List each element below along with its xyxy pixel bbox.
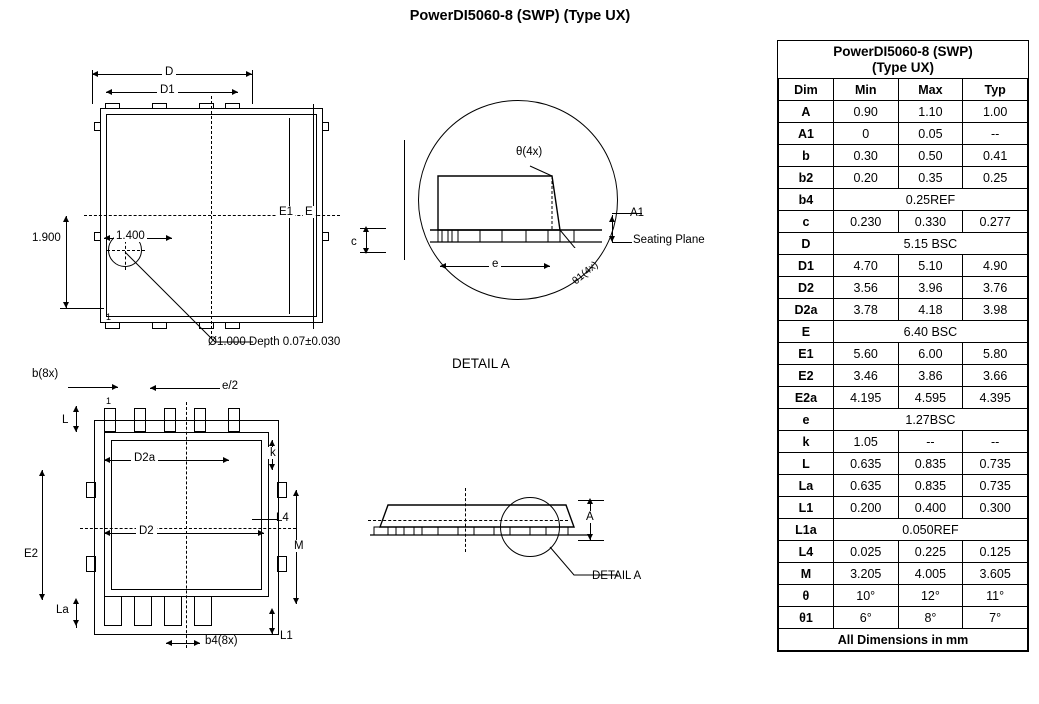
table-row	[779, 607, 1028, 629]
table-title-line2: (Type UX)	[871, 59, 934, 75]
cell-dim: b4	[779, 189, 834, 211]
cell-min: 5.60	[833, 343, 898, 365]
dimension-table	[777, 40, 1029, 652]
top-lead	[152, 103, 153, 109]
pad-bottom	[104, 596, 122, 626]
cell-dim: L4	[779, 541, 834, 563]
cell-min: 0.230	[833, 211, 898, 233]
cell-dim: b	[779, 145, 834, 167]
cell-max: 0.835	[898, 453, 963, 475]
cell-typ: --	[963, 431, 1028, 453]
dim-b8x-label: b(8x)	[32, 368, 59, 380]
side-pad	[86, 482, 96, 498]
dim-1400-label: 1.400	[116, 230, 145, 242]
side-pad	[277, 556, 287, 572]
cell-typ: 0.735	[963, 453, 1028, 475]
dim-c-arrow-down	[363, 248, 369, 254]
pin1-label-bottom: 1	[106, 396, 112, 406]
cell-min: 0.635	[833, 475, 898, 497]
table-row	[779, 453, 1028, 475]
cell-typ: 0.300	[963, 497, 1028, 519]
top-lead	[199, 103, 200, 109]
dim-D-ext	[92, 70, 93, 104]
cell-typ: 1.00	[963, 101, 1028, 123]
detail-a-callout: DETAIL A	[592, 570, 642, 582]
cell-typ: 4.90	[963, 255, 1028, 277]
top-lead	[225, 103, 226, 109]
cell-dim: e	[779, 409, 834, 431]
pad-bottom	[194, 596, 212, 626]
pad-top	[164, 408, 176, 432]
cell-typ: 3.66	[963, 365, 1028, 387]
table-row	[779, 431, 1028, 453]
table-row	[779, 145, 1028, 167]
side-nub	[94, 122, 95, 131]
table-footer: All Dimensions in mm	[779, 629, 1028, 651]
dim-L-label: L	[62, 414, 69, 426]
pad-top	[194, 408, 206, 432]
cell-min: 0.635	[833, 453, 898, 475]
cell-dim: L	[779, 453, 834, 475]
cell-max: 6.00	[898, 343, 963, 365]
side-ref-line	[404, 140, 405, 260]
dim-L4-leader	[252, 519, 277, 520]
side-pad	[277, 482, 287, 498]
dim-b8x-leader	[68, 387, 118, 388]
cell-min: 3.46	[833, 365, 898, 387]
cell-dim: A1	[779, 123, 834, 145]
cell-dim: E	[779, 321, 834, 343]
cell-typ: 0.277	[963, 211, 1028, 233]
table-row	[779, 519, 1028, 541]
table-row	[779, 233, 1028, 255]
cell-dim: E2a	[779, 387, 834, 409]
top-lead	[105, 103, 106, 109]
a1-arrow-up	[609, 216, 615, 222]
dim-b4-arrow-left	[166, 640, 172, 646]
cell-typ: 5.80	[963, 343, 1028, 365]
dim-L-arrow-down	[73, 426, 79, 432]
table-title-line1: PowerDI5060-8 (SWP)	[833, 44, 973, 59]
dim-L-arrow-up	[73, 406, 79, 412]
cell-typ: 3.76	[963, 277, 1028, 299]
dim-D1-label: D1	[157, 84, 178, 96]
dim-D1-arrow-left	[106, 89, 112, 95]
bottom-lead	[119, 323, 120, 329]
dim-1900-line	[66, 216, 67, 308]
cell-value-span: 6.40 BSC	[833, 321, 1027, 343]
cell-typ: 3.98	[963, 299, 1028, 321]
dim-k-arrow-up	[269, 440, 275, 446]
bottom-center-line-h	[80, 528, 296, 529]
cell-max: 1.10	[898, 101, 963, 123]
cell-value-span: 0.050REF	[833, 519, 1027, 541]
dim-D-label: D	[162, 66, 176, 78]
cell-max: 0.330	[898, 211, 963, 233]
dim-E-label: E	[305, 206, 313, 218]
dim-c-arrow-up	[363, 226, 369, 232]
dim-c-ext	[360, 228, 386, 229]
seating-plane-label: Seating Plane	[633, 234, 705, 246]
dim-A-ext	[578, 540, 604, 541]
pad-bottom	[164, 596, 182, 626]
table-row	[779, 321, 1028, 343]
dim-La-label: La	[56, 604, 69, 616]
table-row	[779, 343, 1028, 365]
cell-max: 12°	[898, 585, 963, 607]
dim-1900-arrow-up	[63, 216, 69, 222]
dim-1400-arrow-right	[166, 235, 172, 241]
col-header-min: Min	[833, 79, 898, 101]
col-header-max: Max	[898, 79, 963, 101]
center-line-horizontal	[84, 215, 340, 216]
cell-typ: 0.41	[963, 145, 1028, 167]
cell-max: 0.225	[898, 541, 963, 563]
dim-A-ext	[578, 500, 604, 501]
top-lead	[119, 103, 120, 109]
top-lead	[225, 103, 240, 104]
dim-b4-label: b4(8x)	[205, 635, 238, 647]
dim-M-arrow-up	[293, 490, 299, 496]
side-nub	[94, 232, 95, 241]
dim-b4-arrow-right	[194, 640, 200, 646]
dim-1400-arrow-left	[104, 235, 110, 241]
cell-min: 0.20	[833, 167, 898, 189]
dim-e-arrow-right	[544, 263, 550, 269]
cell-dim: L1	[779, 497, 834, 519]
table-row	[779, 585, 1028, 607]
cell-min: 0.025	[833, 541, 898, 563]
bottom-lead	[105, 328, 120, 329]
seating-plane-leader	[612, 242, 632, 243]
table-row	[779, 101, 1028, 123]
table-header-row	[779, 79, 1028, 101]
cell-max: 0.835	[898, 475, 963, 497]
cell-max: 4.18	[898, 299, 963, 321]
table-row	[779, 211, 1028, 233]
cell-max: 0.05	[898, 123, 963, 145]
dim-1900-label: 1.900	[32, 232, 61, 244]
dim-A-arrow-up	[587, 498, 593, 504]
cell-max: 3.86	[898, 365, 963, 387]
dim-L4-label: L4	[276, 512, 289, 524]
cell-value-span: 0.25REF	[833, 189, 1027, 211]
cell-typ: 0.125	[963, 541, 1028, 563]
cell-min: 0	[833, 123, 898, 145]
dim-e-label: e	[489, 258, 501, 270]
cell-min: 0.30	[833, 145, 898, 167]
dim-e-arrow-left	[440, 263, 446, 269]
top-lead	[239, 103, 240, 109]
pad-top	[104, 408, 116, 432]
dim-D-ext	[252, 70, 253, 104]
dim-L1-arrow-up	[269, 608, 275, 614]
table-row	[779, 167, 1028, 189]
cell-min: 0.200	[833, 497, 898, 519]
cell-max: 3.96	[898, 277, 963, 299]
side-pad	[86, 556, 96, 572]
dim-L1-arrow-down	[269, 628, 275, 634]
table-row	[779, 541, 1028, 563]
a1-label: A1	[630, 207, 645, 219]
table-row	[779, 387, 1028, 409]
dim-e2half-arrow	[150, 385, 156, 391]
theta1-4x-label: θ1(4x)	[570, 258, 601, 288]
dim-A-label: A	[586, 511, 594, 523]
dim-k-arrow-down	[269, 464, 275, 470]
pad-bottom	[134, 596, 152, 626]
cell-typ: 7°	[963, 607, 1028, 629]
cell-min: 4.70	[833, 255, 898, 277]
cell-dim: k	[779, 431, 834, 453]
cell-typ: --	[963, 123, 1028, 145]
table-row	[779, 189, 1028, 211]
dim-L1-label: L1	[280, 630, 293, 642]
detail-a-title: DETAIL A	[452, 356, 510, 371]
cell-dim: E2	[779, 365, 834, 387]
cell-value-span: 5.15 BSC	[833, 233, 1027, 255]
dim-D2a-label: D2a	[131, 452, 158, 464]
side-nub	[328, 232, 329, 241]
pad-top	[134, 408, 146, 432]
cell-value-span: 1.27BSC	[833, 409, 1027, 431]
cell-dim: La	[779, 475, 834, 497]
cell-dim: E1	[779, 343, 834, 365]
cell-dim: θ1	[779, 607, 834, 629]
cell-max: 4.005	[898, 563, 963, 585]
bottom-center-line-v	[186, 402, 187, 648]
cell-max: 8°	[898, 607, 963, 629]
cell-max: --	[898, 431, 963, 453]
col-header-dim: Dim	[779, 79, 834, 101]
cell-dim: A	[779, 101, 834, 123]
table-row	[779, 299, 1028, 321]
dim-E2-label: E2	[24, 548, 39, 560]
dim-D2a-arrow-left	[104, 457, 110, 463]
table-row	[779, 475, 1028, 497]
end-view-center-h	[368, 520, 568, 521]
dim-La-arrow-down	[73, 620, 79, 626]
dim-E2-arrow-up	[39, 470, 45, 476]
cell-min: 6°	[833, 607, 898, 629]
dim-b8x-arrow	[112, 384, 118, 390]
dim-c-label: c	[351, 236, 357, 248]
table-row	[779, 255, 1028, 277]
dim-e2half-label: e/2	[222, 380, 238, 392]
pin1-label-top: 1	[106, 312, 112, 322]
col-header-typ: Typ	[963, 79, 1028, 101]
dim-La-arrow-up	[73, 598, 79, 604]
dim-D2a-arrow-right	[223, 457, 229, 463]
table-row	[779, 277, 1028, 299]
pad-top	[228, 408, 240, 432]
cell-dim: L1a	[779, 519, 834, 541]
table-row	[779, 365, 1028, 387]
cell-dim: b2	[779, 167, 834, 189]
cell-dim: D2	[779, 277, 834, 299]
cell-max: 0.35	[898, 167, 963, 189]
hole-note-leader	[123, 250, 253, 346]
cell-typ: 0.735	[963, 475, 1028, 497]
dim-k-label: k	[270, 447, 276, 459]
cell-min: 3.205	[833, 563, 898, 585]
dim-E2-line	[42, 470, 43, 600]
theta-4x-label: θ(4x)	[516, 146, 543, 158]
page-title: PowerDI5060-8 (SWP) (Type UX)	[409, 8, 631, 24]
cell-min: 4.195	[833, 387, 898, 409]
cell-max: 4.595	[898, 387, 963, 409]
table-row	[779, 563, 1028, 585]
table-row	[779, 409, 1028, 431]
dim-E1-label: E1	[279, 206, 294, 218]
dim-D2-label: D2	[136, 525, 157, 537]
dim-1900-ext	[60, 308, 104, 309]
cell-dim: D	[779, 233, 834, 255]
cell-dim: c	[779, 211, 834, 233]
dim-D2-line	[104, 533, 264, 534]
top-lead	[166, 103, 167, 109]
dim-D2-arrow-right	[258, 530, 264, 536]
cell-max: 5.10	[898, 255, 963, 277]
dim-e2half-leader	[150, 388, 220, 389]
cell-min: 3.56	[833, 277, 898, 299]
cell-dim: D1	[779, 255, 834, 277]
cell-typ: 4.395	[963, 387, 1028, 409]
cell-min: 3.78	[833, 299, 898, 321]
cell-dim: D2a	[779, 299, 834, 321]
cell-min: 0.90	[833, 101, 898, 123]
dim-M-arrow-down	[293, 598, 299, 604]
dim-D2-arrow-left	[104, 530, 110, 536]
dim-M-label: M	[294, 540, 304, 552]
cell-typ: 0.25	[963, 167, 1028, 189]
cell-min: 1.05	[833, 431, 898, 453]
table-row	[779, 497, 1028, 519]
table-row	[779, 123, 1028, 145]
cell-dim: M	[779, 563, 834, 585]
dim-D2a-line	[104, 460, 229, 461]
detail-body	[430, 158, 610, 248]
dim-D1-arrow-right	[232, 89, 238, 95]
top-lead	[152, 103, 167, 104]
cell-dim: θ	[779, 585, 834, 607]
cell-typ: 3.605	[963, 563, 1028, 585]
side-nub	[328, 122, 329, 131]
dim-c-ext	[360, 252, 386, 253]
bottom-lead	[105, 323, 106, 329]
hole-note-label: Ø1.000 Depth 0.07±0.030	[208, 336, 341, 348]
cell-typ: 11°	[963, 585, 1028, 607]
top-lead	[213, 103, 214, 109]
dim-E2-arrow-down	[39, 594, 45, 600]
cell-min: 10°	[833, 585, 898, 607]
top-lead	[105, 103, 120, 104]
cell-max: 0.50	[898, 145, 963, 167]
cell-max: 0.400	[898, 497, 963, 519]
